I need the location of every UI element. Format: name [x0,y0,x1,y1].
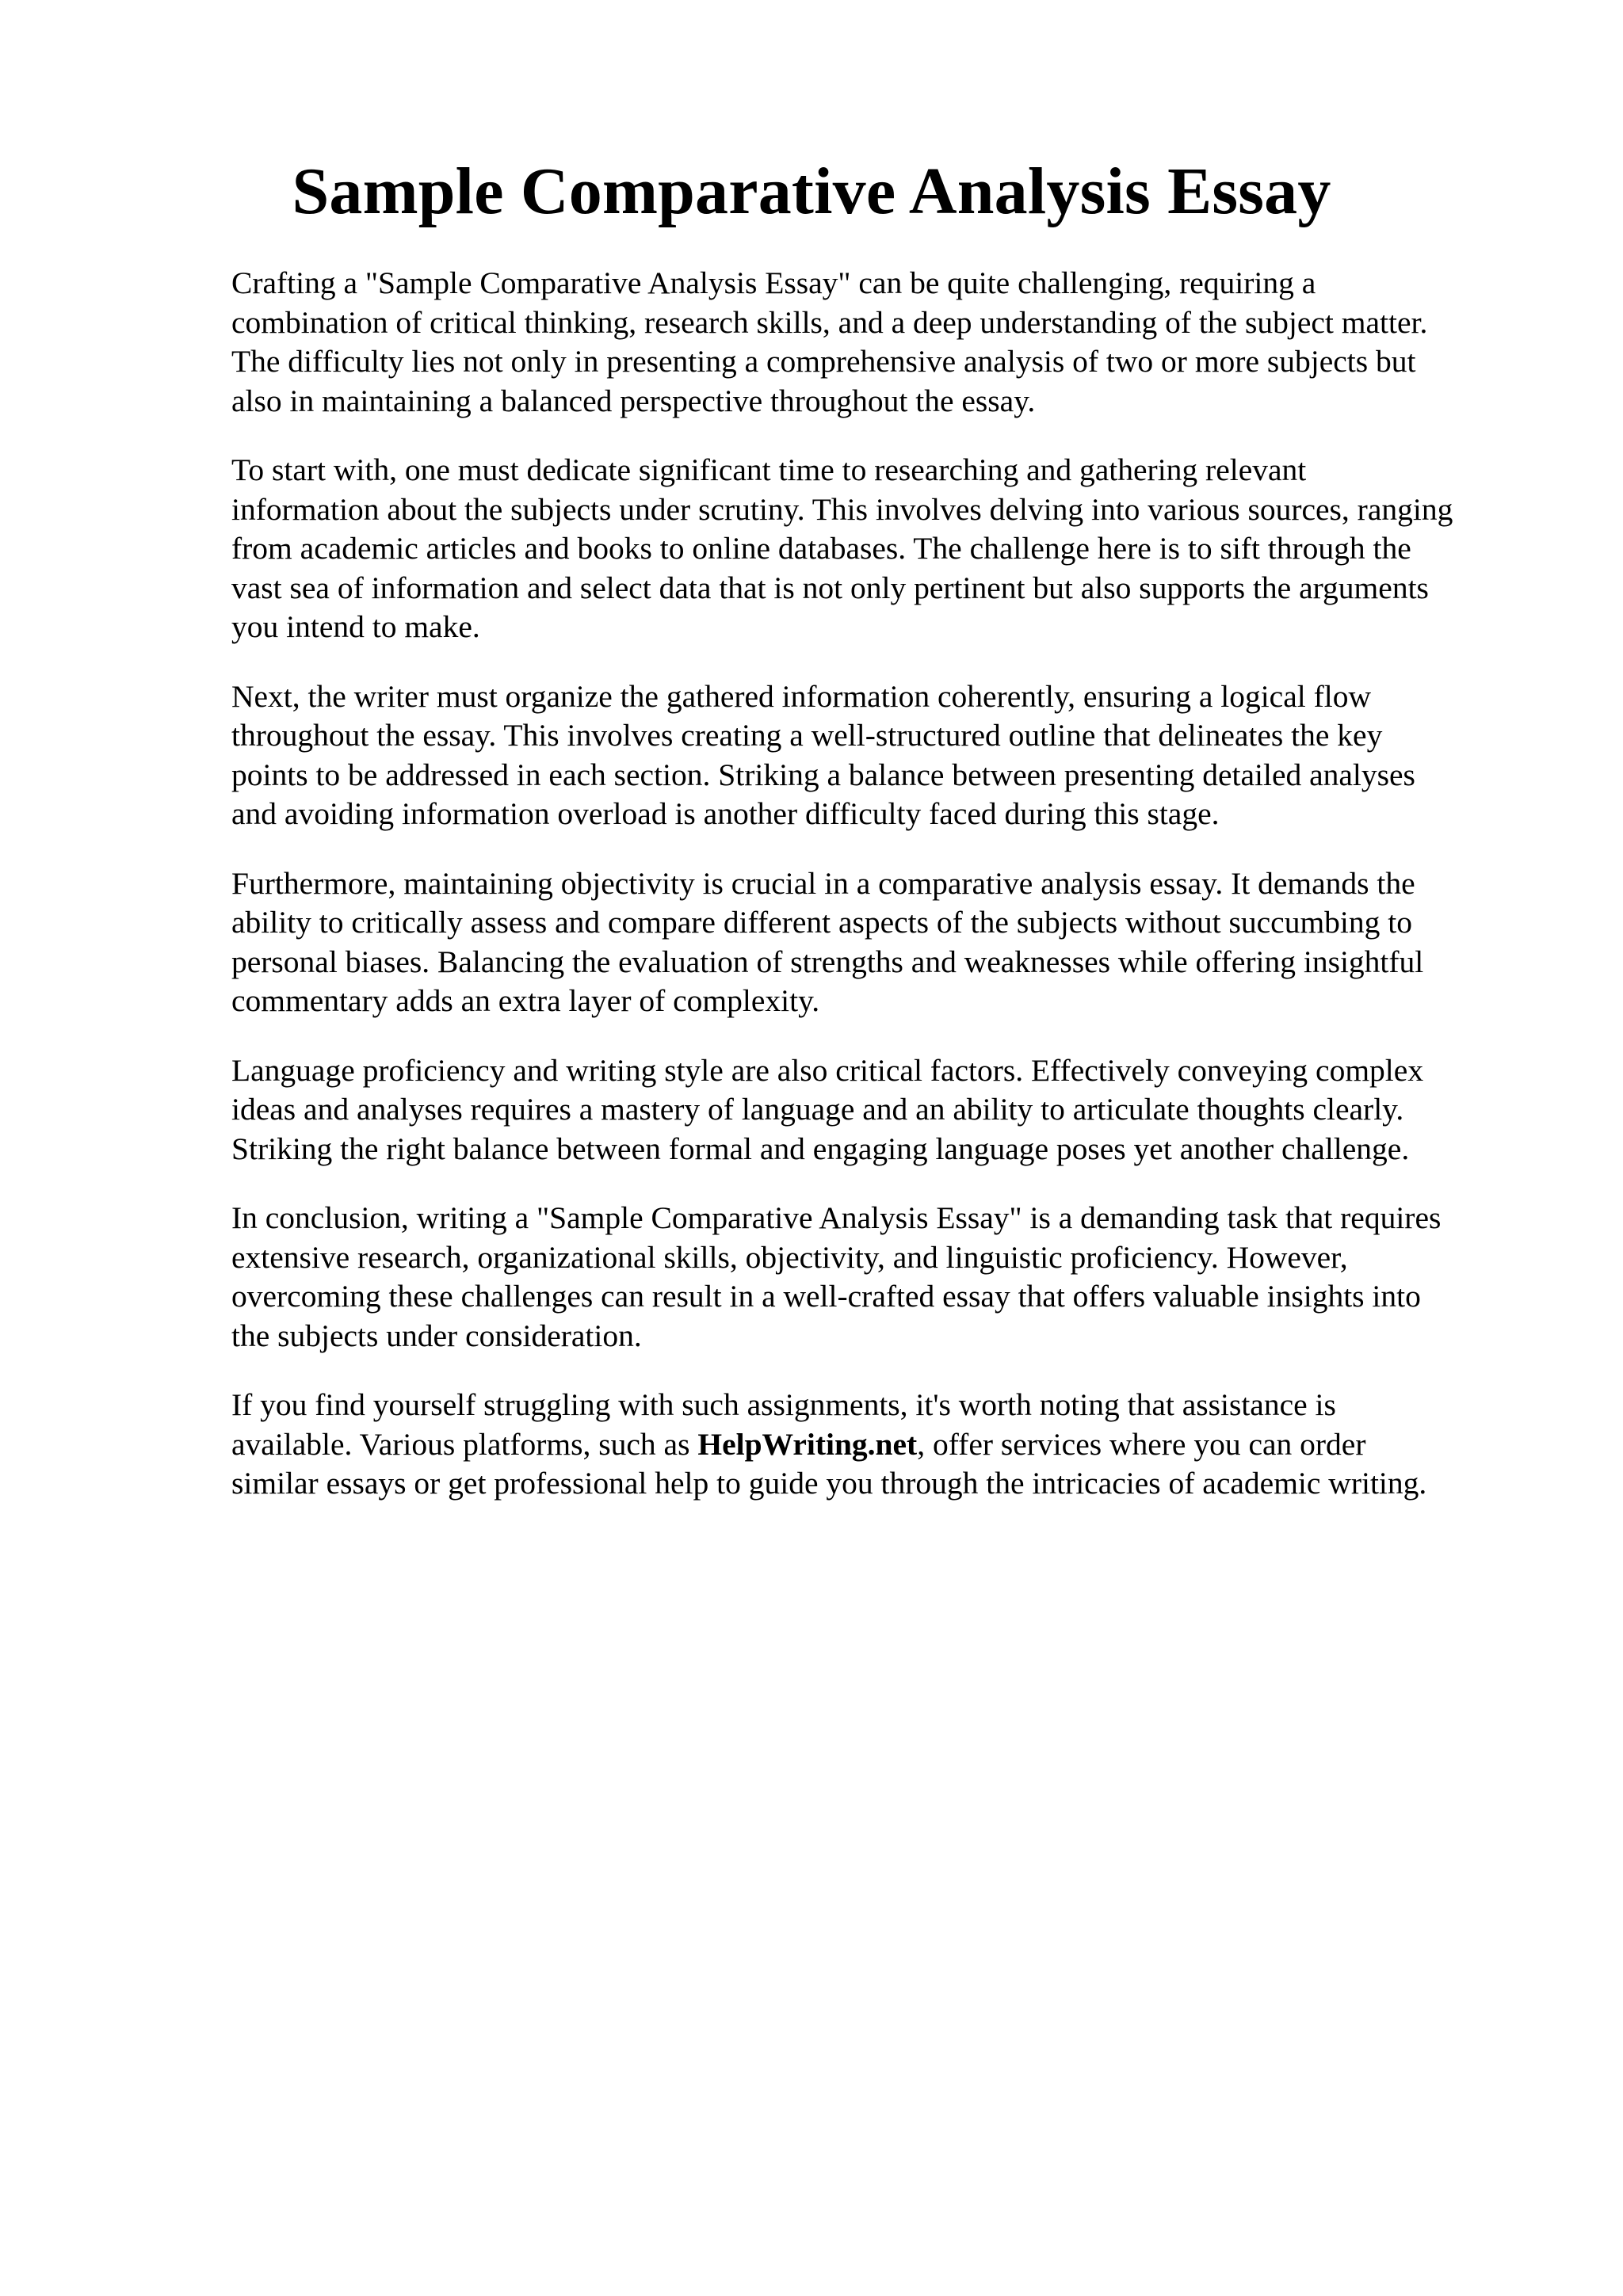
paragraph-organization [231,677,1531,834]
helpwriting-brand-link[interactable]: HelpWriting.net [697,1426,918,1462]
text-line: extensive research, organizational skills, objectivity, and linguistic proficiency. However, [231,1239,1348,1275]
text-line: information about the subjects under scrutiny. This involves delving into various sources, ranging [231,491,1453,527]
text-line: commentary adds an extra layer of complexity. [231,983,820,1018]
text-line: To start with, one must dedicate significant time to researching and gathering relevant [231,452,1307,487]
text-line: personal biases. Balancing the evaluation of strengths and weaknesses while offering insightful [231,944,1424,979]
text-line-with-link [231,1425,1531,1465]
paragraph-closing [231,1386,1531,1504]
text-line: vast sea of information and select data that is not only pertinent but also supports the arguments [231,570,1429,605]
paragraph-conclusion [231,1199,1531,1356]
text-line: and avoiding information overload is another difficulty faced during this stage. [231,796,1220,831]
paragraph-research [231,451,1531,647]
text-line: ability to critically assess and compare different aspects of the subjects without succumbing to [231,905,1413,940]
text-line: from academic articles and books to online databases. The challenge here is to sift through the [231,531,1411,566]
document-body [231,264,1531,1534]
document-title: Sample Comparative Analysis Essay [292,154,1331,228]
text-line: Furthermore, maintaining objectivity is crucial in a comparative analysis essay. It demands the [231,865,1415,901]
paragraph-objectivity [231,864,1531,1021]
paragraph-language [231,1051,1531,1169]
closing-text-before-brand: available. Various platforms, such as [231,1426,698,1462]
text-line: combination of critical thinking, research skills, and a deep understanding of the subject matter. [231,304,1428,340]
text-line: Next, the writer must organize the gathered information coherently, ensuring a logical flow [231,678,1371,714]
text-line: Striking the right balance between formal and engaging language poses yet another challenge. [231,1131,1410,1166]
text-line: the subjects under consideration. [231,1318,642,1353]
text-line: Language proficiency and writing style are also critical factors. Effectively conveying complex [231,1052,1424,1088]
text-line: If you find yourself struggling with such assignments, it's worth noting that assistance is [231,1387,1336,1422]
paragraph-intro [231,264,1531,421]
text-line: Crafting a "Sample Comparative Analysis Essay" can be quite challenging, requiring a [231,265,1316,300]
text-line: points to be addressed in each section. Striking a balance between presenting detailed analyses [231,757,1415,792]
text-line: In conclusion, writing a "Sample Comparative Analysis Essay" is a demanding task that requires [231,1200,1442,1235]
text-line: The difficulty lies not only in presenting a comprehensive analysis of two or more subjects but [231,344,1416,379]
text-line: you intend to make. [231,609,480,644]
text-line: ideas and analyses requires a mastery of language and an ability to articulate thoughts clearly. [231,1092,1404,1127]
text-line: similar essays or get professional help to guide you through the intricacies of academic writing. [231,1466,1427,1501]
closing-text-after-brand: , offer services where you can order [917,1426,1366,1462]
text-line: throughout the essay. This involves creating a well-structured outline that delineates the key [231,718,1383,753]
text-line: also in maintaining a balanced perspective throughout the essay. [231,383,1036,418]
text-line: overcoming these challenges can result in a well-crafted essay that offers valuable insights into [231,1279,1421,1314]
